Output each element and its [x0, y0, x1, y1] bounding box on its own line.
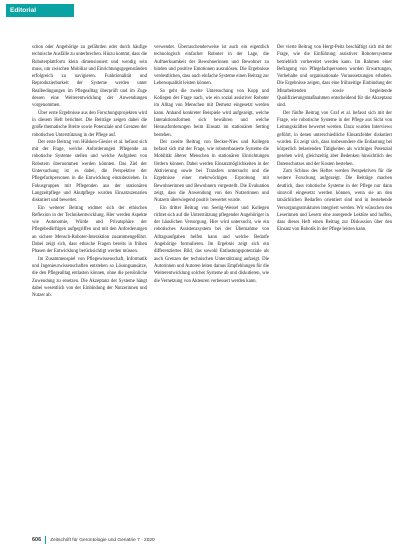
section-tag: Editorial	[6, 4, 74, 17]
paragraph: Der fünfte Beitrag von Graf et al. befasst sich mit der Frage, wie robotische Systeme in der Pflege aus Sicht von Leitungskräften bewertet werden. Dazu wurden Interviews geführt, in denen unterschiedliche Einsatzfelder diskutiert wurden. Es zeigt sich, dass insbesondere die Entlastung bei körperlich belastenden Tätigkeiten als wichtiges Potenzial gesehen wird, gleichzeitig aber Bedenken hinsichtlich des Datenschutzes und der Kosten bestehen.	[277, 110, 392, 167]
paragraph: Zum Schluss des Heftes werden Perspektiven für die weitere Forschung aufgezeigt. Die Beiträge machen deutlich, dass robotische Systeme in der Pflege nur dann sinnvoll eingesetzt werden können, wenn sie an den tatsächlichen Bedarfen orientiert sind und in bestehende Versorgungsstrukturen integriert werden. Wir wünschen den Leserinnen und Lesern eine anregende Lektüre und hoffen, dass dieses Heft einen Beitrag zur Diskussion über den Einsatz von Robotik in der Pflege leisten kann.	[277, 169, 392, 233]
paragraph: Der erste Beitrag von Hülsken-Giesler et al. befasst sich mit der Frage, welche Anforderungen Pflegende an robotische Systeme stellen und welche Aufgaben von Robotern übernommen werden könnten. Das Ziel der Untersuchung ist es dabei, die Perspektive der Pflegefachpersonen in die Entwicklung einzubeziehen. In Fokusgruppen mit Pflegenden aus der stationären Langzeitpflege und Akutpflege wurden Einsatzszenarien diskutiert und bewertet.	[32, 139, 147, 204]
text-column-1	[32, 44, 147, 299]
text-column-3	[277, 44, 392, 234]
page-number: 606	[32, 537, 42, 543]
paragraph: Ein dritter Beitrag von Seelig-Wessel und Kollegen richtet sich auf die Unterstützung pflegender Angehöriger in der häuslichen Versorgung. Hier wird untersucht, wie ein robotisches Assistenzsystem bei der Übernahme von Alltagsaufgaben helfen kann und welche Bedarfe Angehörige formulieren. Im Ergebnis zeigt sich ein differenziertes Bild, das sowohl Entlastungspotenziale als auch Grenzen der technischen Unterstützung aufzeigt. Die Autorinnen und Autoren leiten daraus Empfehlungen für die Weiterentwicklung solcher Systeme ab und diskutieren, wie die Vernetzung von Akteuren verbessert werden kann.	[154, 205, 269, 284]
journal-citation: Zeitschrift für Gerontologie und Geriatrie 7 · 2020	[50, 537, 155, 543]
paragraph: schon oder Angehörige zu gefährden oder durch häufige technische Ausfälle zu unterbrechen. Hinzu kommt, dass die Roboterplattform klein dimensioniert und wendig sein muss, um zwischen Mobiliar und Einrichtungsgegenständen erfolgreich zu navigieren. Funktionalität und Reproduzierbarkeit der Systeme werden unter Realbedingungen im Pflegealltag überprüft und im Zuge dessen eine Weiterentwicklung der Anwendungen vorgenommen.	[32, 45, 147, 109]
paragraph: Der vierte Beitrag von Hergt-Peitz beschäftigt sich mit der Frage, wie die Einführung assistiver Robotersysteme betrieblich vorbereitet werden kann. Im Rahmen einer Befragung von Pflegefachpersonen wurden Erwartungen, Vorbehalte und organisationale Voraussetzungen erhoben. Die Ergebnisse zeigen, dass eine frühzeitige Einbindung der Mitarbeitenden sowie begleitende Qualifizierungsmaßnahmen entscheidend für die Akzeptanz sind.	[277, 45, 392, 109]
paragraph: Ein weiterer Beitrag widmet sich der ethischen Reflexion in der Technikentwicklung. Hier werden Aspekte wie Autonomie, Würde und Privatsphäre der Pflegebedürftigen aufgegriffen und mit den Anforderungen an sichere Mensch-Roboter-Interaktion zusammengeführt. Dabei zeigt sich, dass ethische Fragen bereits in frühen Phasen der Entwicklung berücksichtigt werden müssen.	[32, 205, 147, 255]
footer-divider	[45, 536, 46, 544]
text-column-2	[154, 44, 269, 285]
paragraph: Über erste Ergebnisse aus den Forschungsprojekten wird in diesem Heft berichtet. Die Beiträge zeigen dabei die große thematische Breite sowie Potenziale und Grenzen der robotischen Unterstützung in der Pflege auf.	[32, 110, 147, 138]
paragraph: verwendet. Überraschenderweise ist auch ein eigentlich technologisch einfacher Roboter in der Lage, die Aufmerksamkeit der Bewohnerinnen und Bewohner zu binden und positive Emotionen auszulösen. Die Ergebnisse verdeutlichen, dass auch einfache Systeme einen Beitrag zur Lebensqualität leisten können.	[154, 45, 270, 87]
paragraph: Der zweite Beitrag von Becker-Nies und Kollegen befasst sich mit der Frage, wie roboterbasierte Systeme die Mobilität älterer Menschen in stationären Einrichtungen fördern können. Dabei werden Einsatzmöglichkeiten in der Aktivierung sowie bei Transfers untersucht und die Ergebnisse einer mehrwöchigen Erprobung mit Bewohnerinnen und Bewohnern vorgestellt. Die Evaluation zeigt, dass die Anwendung von den Nutzerinnen und Nutzern überwiegend positiv bewertet wurde.	[154, 139, 269, 204]
paragraph: So geht die zweite Untersuchung von Kopp und Kollegen der Frage nach, wie ein sozial assistiver Roboter im Alltag von Menschen mit Demenz eingesetzt werden kann. Anhand konkreter Beispiele wird aufgezeigt, welche Interaktionsformen sich bewähren und welche Herausforderungen beim Einsatz im stationären Setting bestehen.	[154, 88, 269, 138]
paragraph: Im Zusammenspiel von Pflegewissenschaft, Informatik und Ingenieurwissenschaften entstehen so Lösungsansätze, die den Pflegealltag entlasten können, ohne die persönliche Zuwendung zu ersetzen. Die Akzeptanz der Systeme hängt dabei wesentlich von der Einbindung der Nutzerinnen und Nutzer ab.	[32, 256, 147, 299]
page-footer	[32, 536, 155, 544]
